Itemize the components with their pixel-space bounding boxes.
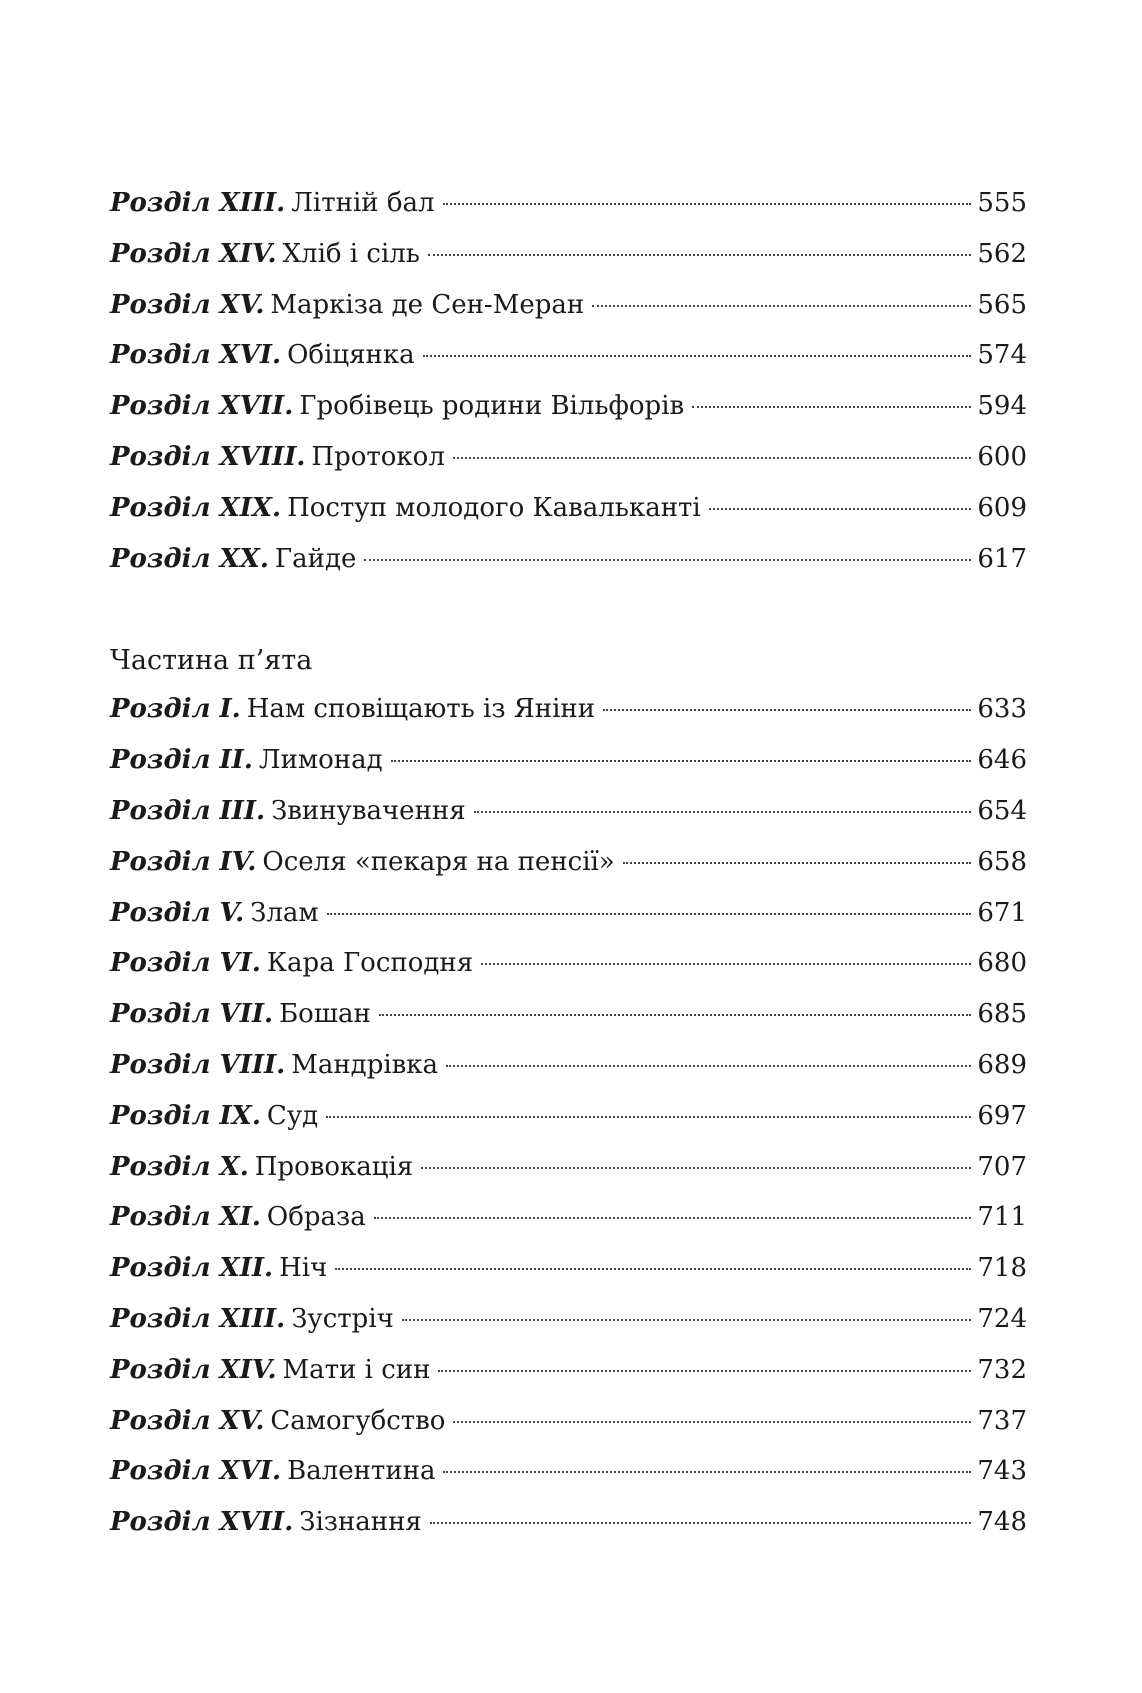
chapter-number: Розділ XV. bbox=[110, 1405, 265, 1436]
leader-dots bbox=[379, 1014, 972, 1016]
page-number: 743 bbox=[977, 1456, 1027, 1487]
toc-entry[interactable] bbox=[110, 1197, 1027, 1248]
toc-entry[interactable] bbox=[110, 1401, 1027, 1452]
leader-dots bbox=[443, 1471, 971, 1473]
chapter-number: Розділ XIII. bbox=[110, 1303, 286, 1334]
leader-dots bbox=[453, 1421, 971, 1423]
leader-dots bbox=[623, 862, 972, 864]
table-of-contents bbox=[110, 183, 1027, 1553]
leader-dots bbox=[474, 811, 972, 813]
leader-dots bbox=[402, 1319, 972, 1321]
chapter-number: Розділ XI. bbox=[110, 1202, 261, 1233]
chapter-number: Розділ XIV. bbox=[110, 1354, 277, 1385]
leader-dots bbox=[391, 760, 972, 762]
chapter-number: Розділ I. bbox=[110, 694, 241, 725]
toc-entry[interactable] bbox=[110, 740, 1027, 791]
toc-entry[interactable] bbox=[110, 1248, 1027, 1299]
page-number: 562 bbox=[977, 238, 1027, 269]
chapter-title: Поступ молодого Кавальканті bbox=[287, 492, 701, 523]
chapter-title: Гробівець родини Вільфорів bbox=[299, 391, 685, 422]
page-number: 574 bbox=[977, 340, 1027, 371]
chapter-title: Злам bbox=[250, 897, 319, 928]
page-number: 565 bbox=[977, 289, 1027, 320]
page-number: 680 bbox=[977, 948, 1027, 979]
leader-dots bbox=[453, 457, 972, 459]
toc-entry[interactable] bbox=[110, 1451, 1027, 1502]
page-number: 654 bbox=[977, 795, 1027, 826]
chapter-number: Розділ XX. bbox=[110, 543, 269, 574]
chapter-title: Нам сповіщають із Яніни bbox=[246, 694, 596, 725]
section-spacer bbox=[110, 589, 1027, 641]
chapter-number: Розділ XVII. bbox=[110, 1507, 294, 1538]
toc-entry[interactable] bbox=[110, 842, 1027, 893]
chapter-number: Розділ III. bbox=[110, 795, 266, 826]
leader-dots bbox=[481, 963, 971, 965]
leader-dots bbox=[438, 1370, 971, 1372]
chapter-title: Суд bbox=[266, 1100, 319, 1131]
leader-dots bbox=[430, 1522, 972, 1524]
leader-dots bbox=[423, 355, 972, 357]
chapter-title: Мати і син bbox=[282, 1354, 431, 1385]
page-number: 555 bbox=[977, 188, 1027, 218]
toc-entry[interactable] bbox=[110, 1147, 1027, 1198]
toc-entry[interactable] bbox=[110, 1299, 1027, 1350]
chapter-number: Розділ X. bbox=[110, 1151, 249, 1182]
toc-part-four-list bbox=[110, 183, 1027, 589]
chapter-number: Розділ VI. bbox=[110, 948, 261, 979]
chapter-number: Розділ XII. bbox=[110, 1253, 274, 1284]
chapter-title: Ніч bbox=[279, 1253, 328, 1284]
chapter-number: Розділ XV. bbox=[110, 289, 265, 320]
chapter-title: Зустріч bbox=[291, 1303, 394, 1334]
chapter-title: Оселя «пекаря на пенсії» bbox=[262, 846, 615, 877]
page-number: 697 bbox=[977, 1100, 1027, 1131]
page-number: 707 bbox=[977, 1151, 1027, 1182]
toc-entry[interactable] bbox=[110, 1045, 1027, 1096]
leader-dots bbox=[428, 254, 971, 256]
toc-entry[interactable] bbox=[110, 386, 1027, 437]
page-number: 633 bbox=[977, 694, 1027, 725]
toc-entry[interactable] bbox=[110, 1502, 1027, 1553]
page-number: 594 bbox=[977, 391, 1027, 422]
chapter-number: Розділ IX. bbox=[110, 1100, 261, 1131]
toc-entry[interactable] bbox=[110, 943, 1027, 994]
page-number: 646 bbox=[977, 745, 1027, 776]
leader-dots bbox=[603, 709, 971, 711]
page-number: 685 bbox=[977, 999, 1027, 1030]
page-number: 732 bbox=[977, 1354, 1027, 1385]
page-number: 718 bbox=[977, 1253, 1027, 1284]
page-number: 711 bbox=[977, 1202, 1027, 1233]
chapter-title: Бошан bbox=[279, 999, 371, 1030]
chapter-title: Кара Господня bbox=[266, 948, 474, 979]
toc-entry[interactable] bbox=[110, 1350, 1027, 1401]
chapter-number: Розділ XVI. bbox=[110, 1456, 282, 1487]
chapter-number: Розділ VIII. bbox=[110, 1049, 286, 1080]
page-number: 689 bbox=[977, 1049, 1027, 1080]
leader-dots bbox=[446, 1065, 971, 1067]
toc-part-five-list bbox=[110, 689, 1027, 1553]
toc-entry[interactable] bbox=[110, 285, 1027, 336]
chapter-number: Розділ XVIII. bbox=[110, 441, 306, 472]
chapter-number: Розділ V. bbox=[110, 897, 245, 928]
page-number: 658 bbox=[977, 846, 1027, 877]
page-number: 737 bbox=[977, 1405, 1027, 1436]
chapter-title: Гайде bbox=[274, 543, 357, 574]
toc-entry[interactable] bbox=[110, 335, 1027, 386]
leader-dots bbox=[592, 305, 971, 307]
toc-entry[interactable] bbox=[110, 488, 1027, 539]
toc-entry[interactable] bbox=[110, 539, 1027, 590]
page-number: 748 bbox=[977, 1507, 1027, 1538]
chapter-title: Протокол bbox=[311, 441, 445, 472]
leader-dots bbox=[326, 1116, 971, 1118]
part-heading: Частина п’ята bbox=[110, 645, 313, 677]
toc-entry[interactable] bbox=[110, 689, 1027, 740]
page-number: 609 bbox=[977, 492, 1027, 523]
leader-dots bbox=[692, 406, 971, 408]
chapter-title: Образа bbox=[266, 1202, 366, 1233]
chapter-title: Валентина bbox=[287, 1456, 436, 1487]
leader-dots bbox=[374, 1217, 972, 1219]
toc-entry[interactable] bbox=[110, 994, 1027, 1045]
leader-dots bbox=[421, 1167, 971, 1169]
chapter-title: Лимонад bbox=[258, 745, 383, 776]
chapter-title: Звинувачення bbox=[271, 795, 466, 826]
page-number: 724 bbox=[977, 1303, 1027, 1334]
chapter-title: Зізнання bbox=[299, 1507, 422, 1538]
chapter-number: Розділ XIX. bbox=[110, 492, 282, 523]
toc-entry[interactable] bbox=[110, 893, 1027, 944]
chapter-number: Розділ VII. bbox=[110, 999, 274, 1030]
chapter-title: Мандрівка bbox=[291, 1049, 439, 1080]
leader-dots bbox=[327, 913, 972, 915]
chapter-number: Розділ XVII. bbox=[110, 391, 294, 422]
chapter-number: Розділ XVI. bbox=[110, 340, 282, 371]
toc-entry[interactable] bbox=[110, 183, 1027, 234]
chapter-title: Обіцянка bbox=[287, 340, 415, 371]
chapter-title: Самогубство bbox=[270, 1405, 446, 1436]
toc-entry[interactable] bbox=[110, 234, 1027, 285]
chapter-title: Літній бал bbox=[291, 188, 435, 218]
page-number: 600 bbox=[977, 441, 1027, 472]
leader-dots bbox=[709, 508, 972, 510]
chapter-title: Маркіза де Сен-Меран bbox=[270, 289, 585, 320]
chapter-number: Розділ XIV. bbox=[110, 238, 277, 269]
leader-dots bbox=[364, 559, 971, 561]
chapter-number: Розділ IV. bbox=[110, 846, 257, 877]
leader-dots bbox=[335, 1268, 971, 1270]
chapter-number: Розділ II. bbox=[110, 745, 253, 776]
toc-entry[interactable] bbox=[110, 1096, 1027, 1147]
chapter-title: Хліб і сіль bbox=[282, 238, 420, 269]
leader-dots bbox=[443, 203, 972, 205]
chapter-title: Провокація bbox=[254, 1151, 414, 1182]
toc-entry[interactable] bbox=[110, 437, 1027, 488]
toc-entry[interactable] bbox=[110, 791, 1027, 842]
chapter-number: Розділ XIII. bbox=[110, 188, 286, 218]
page-number: 671 bbox=[977, 897, 1027, 928]
page-number: 617 bbox=[977, 543, 1027, 574]
